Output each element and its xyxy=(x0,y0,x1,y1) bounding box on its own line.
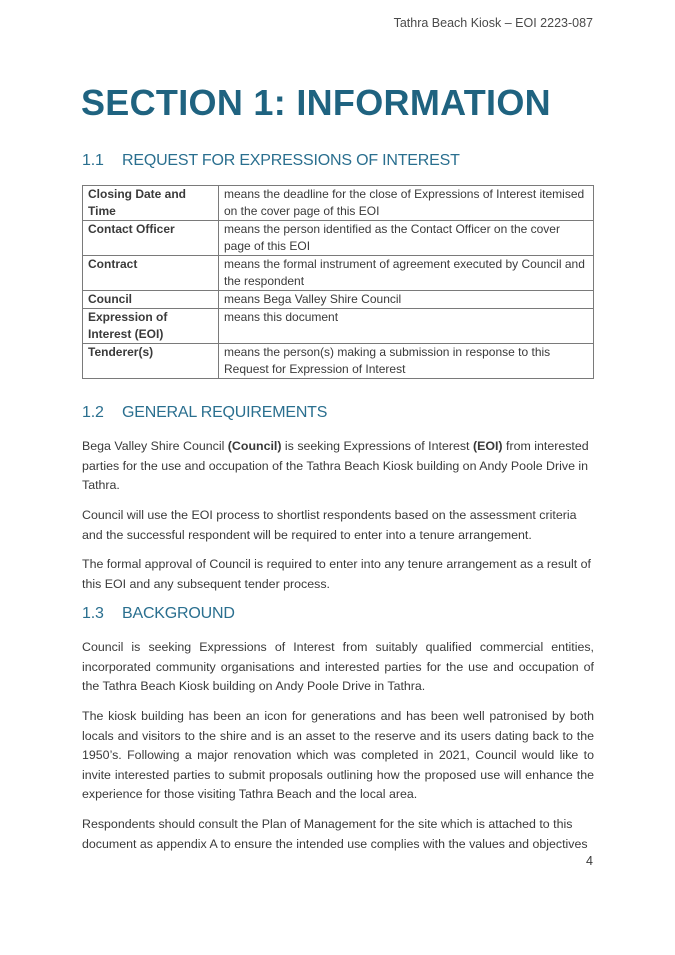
definition-term: Expression of Interest (EOI) xyxy=(83,309,219,344)
section-title: GENERAL REQUIREMENTS xyxy=(122,404,328,421)
definition-meaning: means the person identified as the Contact Officer on the cover page of this EOI xyxy=(219,221,594,256)
bold-term: (EOI) xyxy=(472,439,503,453)
section-1-3-heading xyxy=(82,605,235,623)
table-row xyxy=(83,344,594,379)
definition-meaning: means the deadline for the close of Expressions of Interest itemised on the cover page of this EOI xyxy=(219,186,594,221)
definition-meaning: means Bega Valley Shire Council xyxy=(219,291,594,309)
definitions-table xyxy=(82,185,594,379)
definition-term: Council xyxy=(83,291,219,309)
text-run: from interested parties for the use and occupation of the Tathra Beach Kiosk building on Andy Poole Drive in Tathra. xyxy=(82,439,589,492)
section-number: 1.3 xyxy=(82,605,104,622)
definition-term: Tenderer(s) xyxy=(83,344,219,379)
text-run: is seeking Expressions of Interest xyxy=(281,439,473,453)
definition-meaning: means this document xyxy=(219,309,594,344)
definition-term: Contact Officer xyxy=(83,221,219,256)
text-run: Bega Valley Shire Council xyxy=(82,439,228,453)
section-title: BACKGROUND xyxy=(122,605,235,622)
definition-term: Contract xyxy=(83,256,219,291)
table-row xyxy=(83,309,594,344)
table-row xyxy=(83,291,594,309)
table-row xyxy=(83,186,594,221)
table-row xyxy=(83,221,594,256)
paragraph xyxy=(82,437,594,496)
page-title: SECTION 1: INFORMATION xyxy=(81,82,551,123)
section-number: 1.2 xyxy=(82,404,104,421)
section-number: 1.1 xyxy=(82,152,104,169)
section-title: REQUEST FOR EXPRESSIONS OF INTEREST xyxy=(122,152,460,169)
paragraph: Council will use the EOI process to shortlist respondents based on the assessment criteria and the successful respondent will be required to enter into a tenure arrangement. xyxy=(82,508,577,542)
definition-meaning: means the person(s) making a submission in response to this Request for Expression of Interest xyxy=(219,344,594,379)
section-1-2-heading xyxy=(82,404,327,422)
paragraph: The kiosk building has been an icon for generations and has been well patronised by both locals and visitors to the shire and is an asset to the reserve and its users dating back to the 1950’s. Following a major renovation which was completed in 2021, Council would like to invite interested parties to submit proposals outlining how the proposed use will enhance the experience for those visiting Tathra Beach and the local area. xyxy=(82,709,594,801)
paragraph: The formal approval of Council is required to enter into any tenure arrangement as a result of this EOI and any subsequent tender process. xyxy=(82,557,591,591)
paragraph: Council is seeking Expressions of Interest from suitably qualified commercial entities, incorporated community organisations and interested parties for the use and occupation of the Tathra Beach Kiosk building on Andy Poole Drive in Tathra. xyxy=(82,640,594,693)
paragraph: Respondents should consult the Plan of Management for the site which is attached to this document as appendix A to ensure the intended use complies with the values and objectives xyxy=(82,817,588,851)
running-header: Tathra Beach Kiosk – EOI 2223-087 xyxy=(393,16,593,30)
table-row xyxy=(83,256,594,291)
definition-meaning: means the formal instrument of agreement executed by Council and the respondent xyxy=(219,256,594,291)
definition-term: Closing Date and Time xyxy=(83,186,219,221)
bold-term: (Council) xyxy=(227,439,282,453)
page-number: 4 xyxy=(586,854,593,868)
section-1-1-heading xyxy=(82,152,460,170)
